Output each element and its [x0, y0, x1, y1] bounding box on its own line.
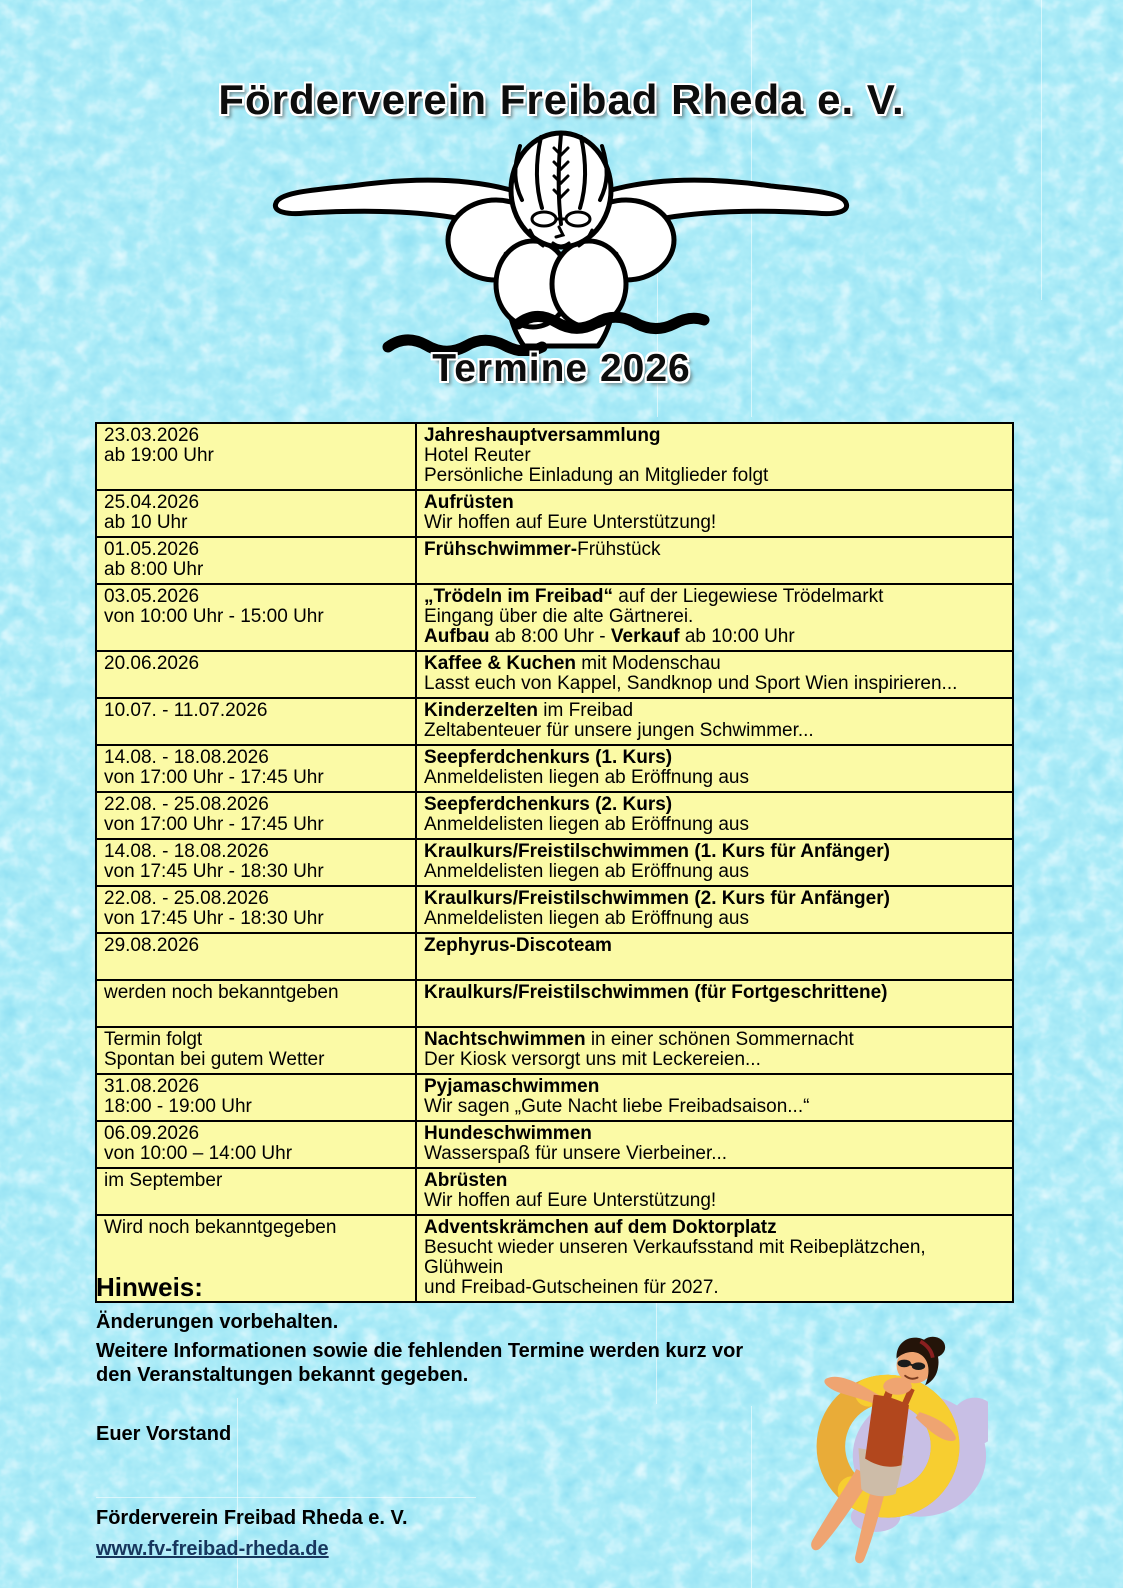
grid-artifact-line: [1041, 0, 1042, 300]
event-line: [424, 1191, 1004, 1211]
table-row: [96, 698, 1013, 745]
event-line: [424, 540, 1004, 560]
table-row: [96, 423, 1013, 490]
event-text-segment: Frühstück: [577, 539, 661, 560]
event-title-segment: Frühschwimmer-: [424, 539, 578, 560]
event-details-cell: [416, 792, 1013, 839]
event-text-segment: Zeltabenteuer für unsere jungen Schwimmer...: [424, 720, 814, 741]
event-text-segment: mit Modenschau: [576, 653, 721, 674]
event-date-cell: [96, 1027, 416, 1074]
event-line: [424, 493, 1004, 513]
table-row: [96, 651, 1013, 698]
notes-heading: Hinweis:: [96, 1272, 203, 1302]
event-date-cell: [96, 839, 416, 886]
table-row: [96, 584, 1013, 651]
event-text-segment: in einer schönen Sommernacht: [585, 1029, 854, 1050]
event-text-segment: Persönliche Einladung an Mitglieder folgt: [424, 465, 769, 486]
table-row: [96, 1121, 1013, 1168]
event-line: [424, 842, 1004, 862]
event-line: [424, 795, 1004, 815]
event-text-segment: Anmeldelisten liegen ab Eröffnung aus: [424, 767, 749, 788]
event-line: [424, 674, 1004, 694]
date-line: ab 19:00 Uhr: [104, 445, 214, 466]
notes-signoff: Euer Vorstand: [96, 1423, 232, 1445]
table-row: [96, 745, 1013, 792]
event-text-segment: Anmeldelisten liegen ab Eröffnung aus: [424, 908, 749, 929]
event-line: [424, 889, 1004, 909]
date-line: im September: [104, 1170, 223, 1191]
event-date-cell: [96, 745, 416, 792]
table-row: [96, 980, 1013, 1027]
event-details-cell: [416, 698, 1013, 745]
date-line: von 17:00 Uhr - 17:45 Uhr: [104, 814, 324, 835]
schedule-table: [95, 422, 1014, 1303]
date-line: 23.03.2026: [104, 425, 200, 446]
event-title-segment: Kraulkurs/Freistilschwimmen (1. Kurs für Anfänger): [424, 841, 890, 862]
date-line: ab 8:00 Uhr: [104, 559, 204, 580]
event-line: [424, 426, 1004, 446]
event-details-cell: [416, 886, 1013, 933]
event-details-cell: [416, 980, 1013, 1027]
page-title: Termine 2026: [432, 347, 691, 390]
event-line: [424, 1124, 1004, 1144]
table-row: [96, 1074, 1013, 1121]
event-title-segment: Aufrüsten: [424, 492, 514, 513]
event-date-cell: [96, 651, 416, 698]
event-date-cell: [96, 933, 416, 980]
event-title-segment: Hundeschwimmen: [424, 1123, 592, 1144]
table-row: [96, 1027, 1013, 1074]
date-line: von 10:00 Uhr - 15:00 Uhr: [104, 606, 324, 627]
event-title-segment: Verkauf: [610, 626, 680, 647]
event-details-cell: [416, 1215, 1013, 1302]
date-line: 22.08. - 25.08.2026: [104, 888, 269, 909]
event-line: [424, 1238, 1004, 1278]
event-title-segment: Zephyrus-Discoteam: [424, 935, 612, 956]
event-text-segment: und Freibad-Gutscheinen für 2027.: [424, 1277, 719, 1298]
schedule-table-body: [96, 423, 1013, 1302]
event-date-cell: [96, 698, 416, 745]
event-line: [424, 1003, 1004, 1023]
event-title-segment: Kraulkurs/Freistilschwimmen (für Fortgeschrittene): [424, 982, 888, 1003]
event-title-segment: Adventskrämchen auf dem Doktorplatz: [424, 1217, 777, 1238]
date-line: 14.08. - 18.08.2026: [104, 841, 269, 862]
event-line: [424, 862, 1004, 882]
date-line: werden noch bekanntgeben: [104, 982, 339, 1003]
date-line: 31.08.2026: [104, 1076, 200, 1097]
event-title-segment: Kraulkurs/Freistilschwimmen (2. Kurs für Anfänger): [424, 888, 890, 909]
event-date-cell: [96, 490, 416, 537]
event-line: [424, 627, 1004, 647]
event-line: [424, 654, 1004, 674]
date-line: 01.05.2026: [104, 539, 200, 560]
event-text-segment: ab 10:00 Uhr: [679, 626, 795, 647]
event-text-segment: Eingang über die alte Gärtnerei.: [424, 606, 694, 627]
event-line: [424, 936, 1004, 956]
event-line: [424, 768, 1004, 788]
date-line: Termin folgt: [104, 1029, 203, 1050]
event-line: [424, 1050, 1004, 1070]
event-line: [424, 701, 1004, 721]
event-text-segment: im Freibad: [538, 700, 634, 721]
event-title-segment: Pyjamaschwimmen: [424, 1076, 600, 1097]
date-line: von 17:00 Uhr - 17:45 Uhr: [104, 767, 324, 788]
event-text-segment: Wir sagen „Gute Nacht liebe Freibadsaison...“: [424, 1096, 810, 1117]
event-text-segment: Hotel Reuter: [424, 445, 531, 466]
event-text-segment: Wir hoffen auf Eure Unterstützung!: [424, 1190, 717, 1211]
event-details-cell: [416, 1074, 1013, 1121]
event-line: [424, 909, 1004, 929]
event-title-segment: Abrüsten: [424, 1170, 508, 1191]
event-text-segment: ab 8:00 Uhr -: [489, 626, 611, 647]
event-line: [424, 1171, 1004, 1191]
event-details-cell: [416, 423, 1013, 490]
event-line: [424, 1278, 1004, 1298]
event-details-cell: [416, 584, 1013, 651]
event-text-segment: Der Kiosk versorgt uns mit Leckereien...: [424, 1049, 761, 1070]
event-text-segment: Anmeldelisten liegen ab Eröffnung aus: [424, 861, 749, 882]
event-line: [424, 513, 1004, 533]
event-line: [424, 587, 1004, 607]
swimmer-logo-icon: [256, 126, 866, 356]
event-date-cell: [96, 792, 416, 839]
event-title-segment: Jahreshauptversammlung: [424, 425, 661, 446]
event-line: [424, 956, 1004, 976]
date-line: von 17:45 Uhr - 18:30 Uhr: [104, 861, 324, 882]
event-date-cell: [96, 423, 416, 490]
swim-ring-floater-icon: [788, 1305, 988, 1577]
table-row: [96, 933, 1013, 980]
date-line: 03.05.2026: [104, 586, 200, 607]
event-title-segment: Seepferdchenkurs (1. Kurs): [424, 747, 673, 768]
event-line: [424, 607, 1004, 627]
date-line: 06.09.2026: [104, 1123, 200, 1144]
event-line: [424, 1097, 1004, 1117]
event-details-cell: [416, 745, 1013, 792]
notes-change-line: Änderungen vorbehalten.: [96, 1311, 339, 1333]
event-title-segment: Seepferdchenkurs (2. Kurs): [424, 794, 673, 815]
event-line: [424, 1077, 1004, 1097]
event-details-cell: [416, 1027, 1013, 1074]
event-title-segment: Aufbau: [424, 626, 490, 647]
date-line: 18:00 - 19:00 Uhr: [104, 1096, 252, 1117]
date-line: 14.08. - 18.08.2026: [104, 747, 269, 768]
event-details-cell: [416, 490, 1013, 537]
date-line: Spontan bei gutem Wetter: [104, 1049, 325, 1070]
event-details-cell: [416, 537, 1013, 584]
table-row: [96, 1215, 1013, 1302]
event-line: [424, 983, 1004, 1003]
event-date-cell: [96, 980, 416, 1027]
website-link[interactable]: www.fv-freibad-rheda.de: [96, 1538, 329, 1560]
date-line: von 17:45 Uhr - 18:30 Uhr: [104, 908, 324, 929]
table-row: [96, 792, 1013, 839]
grid-artifact-line: [751, 1406, 752, 1588]
event-date-cell: [96, 886, 416, 933]
date-line: 20.06.2026: [104, 653, 200, 674]
event-line: [424, 466, 1004, 486]
table-row: [96, 886, 1013, 933]
date-line: 10.07. - 11.07.2026: [104, 700, 268, 721]
event-line: [424, 721, 1004, 741]
event-line: [424, 1218, 1004, 1238]
footer-org-name: Förderverein Freibad Rheda e. V.: [96, 1507, 408, 1529]
event-line: [424, 1144, 1004, 1164]
event-line: [424, 560, 1004, 580]
event-title-segment: Kinderzelten: [424, 700, 539, 721]
event-text-segment: Anmeldelisten liegen ab Eröffnung aus: [424, 814, 749, 835]
event-date-cell: [96, 584, 416, 651]
event-details-cell: [416, 651, 1013, 698]
event-details-cell: [416, 839, 1013, 886]
table-row: [96, 1168, 1013, 1215]
event-text-segment: Lasst euch von Kappel, Sandknop und Sport Wien inspirieren...: [424, 673, 958, 694]
date-line: von 10:00 – 14:00 Uhr: [104, 1143, 293, 1164]
event-title-segment: Kaffee & Kuchen: [424, 653, 577, 674]
table-row: [96, 490, 1013, 537]
event-text-segment: Wasserspaß für unsere Vierbeiner...: [424, 1143, 728, 1164]
notes-info-paragraph: Weitere Informationen sowie die fehlenden Termine werden kurz vor den Veranstaltungen bekannt gegeben.: [96, 1340, 744, 1386]
event-line: [424, 1030, 1004, 1050]
event-line: [424, 446, 1004, 466]
table-row: [96, 537, 1013, 584]
grid-artifact-line: [96, 1497, 476, 1498]
table-row: [96, 839, 1013, 886]
event-title-segment: Nachtschwimmen: [424, 1029, 586, 1050]
event-title-segment: „Trödeln im Freibad“: [424, 586, 613, 607]
event-text-segment: Besucht wieder unseren Verkaufsstand mit Reibeplätzchen, Glühwein: [424, 1237, 926, 1278]
event-details-cell: [416, 1168, 1013, 1215]
event-details-cell: [416, 1121, 1013, 1168]
date-line: Wird noch bekanntgegeben: [104, 1217, 337, 1238]
event-line: [424, 748, 1004, 768]
date-line: 29.08.2026: [104, 935, 200, 956]
date-line: 22.08. - 25.08.2026: [104, 794, 269, 815]
event-date-cell: [96, 1121, 416, 1168]
date-line: 25.04.2026: [104, 492, 200, 513]
org-title: Förderverein Freibad Rheda e. V.: [218, 76, 905, 123]
event-details-cell: [416, 933, 1013, 980]
event-text-segment: auf der Liegewiese Trödelmarkt: [612, 586, 884, 607]
event-line: [424, 815, 1004, 835]
date-line: ab 10 Uhr: [104, 512, 188, 533]
event-date-cell: [96, 537, 416, 584]
event-date-cell: [96, 1074, 416, 1121]
event-text-segment: Wir hoffen auf Eure Unterstützung!: [424, 512, 717, 533]
event-date-cell: [96, 1168, 416, 1215]
